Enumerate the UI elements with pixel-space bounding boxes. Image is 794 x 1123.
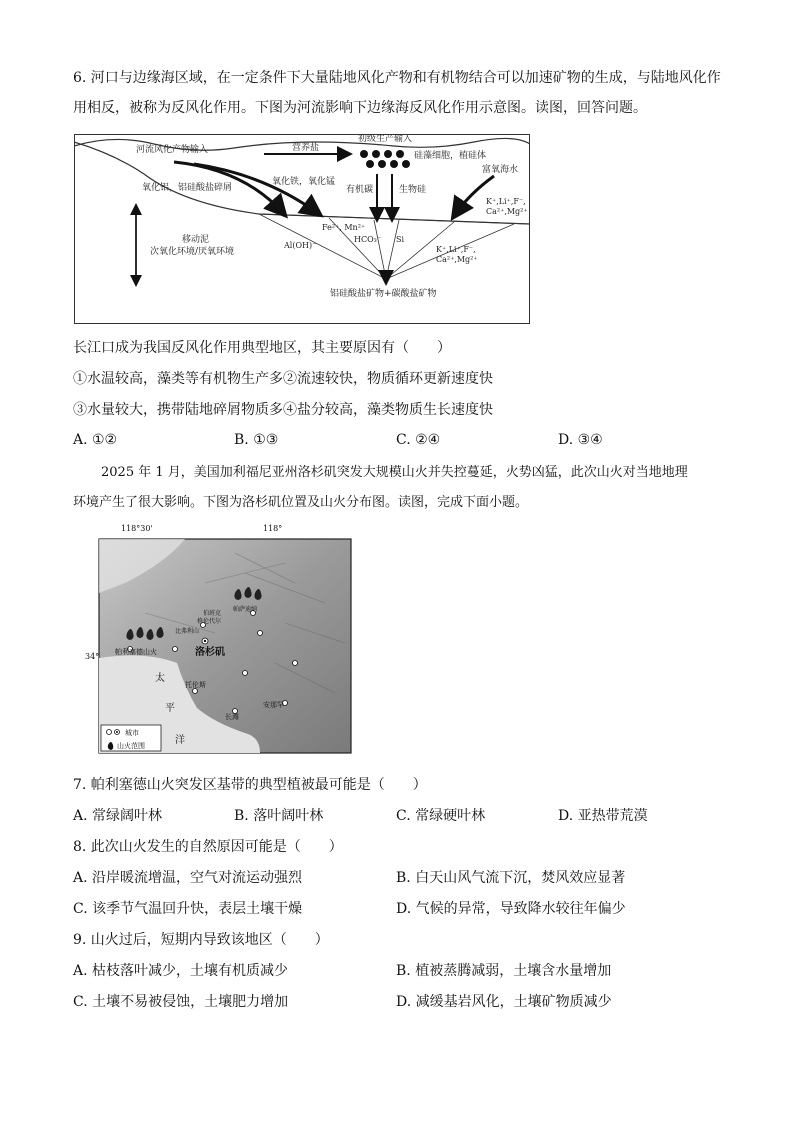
anti-weathering-diagram (74, 134, 530, 324)
map-lon1: 118°30' (121, 524, 153, 533)
legend-city: 城市 (125, 729, 139, 737)
q9-stem: 9. 山火过后，短期内导致该地区（ ） (73, 932, 329, 948)
q9-option-d[interactable]: D. 减缓基岩风化，土壤矿物质减少 (396, 994, 612, 1010)
legend-fire: 山火范围 (117, 742, 145, 750)
los-angeles-fire-map (85, 523, 355, 755)
map-torrance: 托伦斯 (185, 681, 206, 689)
q6-stem: 长江口成为我国反风化作用典型地区，其主要原因有（ ） (73, 340, 451, 356)
label-hco3: HCO₃⁻ (354, 235, 382, 244)
q7-option-c[interactable]: C. 常绿硬叶林 (396, 808, 486, 824)
q9-option-c[interactable]: C. 土壤不易被侵蚀，土壤肥力增加 (73, 994, 289, 1010)
map-long-beach: 长滩 (225, 713, 239, 721)
label-suboxic: 次氧化环境/厌氧环境 (150, 247, 235, 257)
q8-option-a[interactable]: A. 沿岸暖流增温，空气对流运动强烈 (73, 870, 303, 886)
q8-option-b[interactable]: B. 白天山风气流下沉，焚风效应显著 (396, 870, 626, 886)
map-ocean3: 洋 (175, 735, 185, 746)
label-ions-bottom2: Ca²⁺,Mg²⁺ (436, 255, 478, 264)
map-pasadena: 帕萨迪纳 (233, 606, 258, 613)
map-burbank: 伯班克 (203, 610, 222, 617)
map-lat: 34° (85, 652, 100, 661)
q6-statement-2: ③水量较大，携带陆地碎屑物质多④盐分较高，藻类物质生长速度快 (73, 402, 493, 418)
q7-stem: 7. 帕利塞德山火突发区基带的典型植被最可能是（ ） (73, 777, 427, 793)
label-primary-production: 初级生产输入 (358, 134, 413, 144)
map-palisades: 帕利塞德山火 (115, 648, 157, 656)
label-seawater: 富氧海水 (482, 165, 519, 175)
label-river-input: 河流风化产物输入 (136, 145, 209, 155)
q7-option-a[interactable]: A. 常绿阔叶林 (73, 808, 163, 824)
label-aloh: Al(OH)⁻ (284, 241, 317, 250)
label-organic-carbon: 有机碳 (346, 185, 374, 195)
map-glendale: 格伦代尔 (197, 618, 222, 625)
q9-option-b[interactable]: B. 植被蒸腾减弱，土壤含水量增加 (396, 963, 612, 979)
q7-option-d[interactable]: D. 亚热带荒漠 (558, 808, 648, 824)
q8-option-c[interactable]: C. 该季节气温回升快，表层土壤干燥 (73, 901, 303, 917)
q6-text-line2: 用相反，被称为反风化作用。下图为河流影响下边缘海反风化作用示意图。读图，回答问题。 (73, 100, 647, 116)
q8-option-d[interactable]: D. 气候的异常，导致降水较往年偏少 (396, 901, 626, 917)
label-biosilica: 生物硅 (399, 185, 427, 195)
map-beverly: 比弗利山 (175, 628, 200, 635)
map-ocean2: 平 (165, 703, 175, 714)
map-ocean1: 太 (155, 673, 165, 684)
q6-text-line1: 6. 河口与边缘海区域，在一定条件下大量陆地风化产物和有机物结合可以加速矿物的生成，与陆地风化作 (73, 70, 721, 86)
label-alumina: 氧化铝，铝硅酸盐碎屑 (142, 183, 233, 193)
q6-option-a[interactable]: A. ①② (73, 432, 118, 448)
q6-option-b[interactable]: B. ①③ (234, 432, 279, 448)
label-nutrients: 营养盐 (292, 143, 320, 153)
q7-option-b[interactable]: B. 落叶阔叶林 (234, 808, 324, 824)
label-si: Si (396, 235, 405, 244)
label-minerals: 铝硅酸盐矿物+碳酸盐矿物 (330, 289, 437, 299)
label-ions-top2: Ca²⁺,Mg²⁺ (486, 207, 528, 216)
intro2-line1: 2025 年 1 月，美国加利福尼亚州洛杉矶突发大规模山火并失控蔓延，火势凶猛，此次山火对当地地理 (101, 465, 688, 480)
intro2-line2: 环境产生了很大影响。下图为洛杉矶位置及山火分布图。读图，完成下面小题。 (73, 495, 529, 510)
q6-statement-1: ①水温较高，藻类等有机物生产多②流速较快，物质循环更新速度快 (73, 371, 493, 387)
label-fe-mn: Fe²⁺, Mn²⁺ (322, 223, 366, 232)
map-los-angeles: 洛杉矶 (195, 647, 225, 658)
label-diatoms: 硅藻细胞，植硅体 (414, 151, 487, 161)
label-ions-top: K⁺,Li⁺,F⁻, (486, 197, 526, 206)
label-iron-manganese: 氧化铁，氧化锰 (272, 177, 336, 187)
q9-option-a[interactable]: A. 枯枝落叶减少，土壤有机质减少 (73, 963, 289, 979)
q6-option-c[interactable]: C. ②④ (396, 432, 441, 448)
label-ions-bottom: K⁺,Li⁺,F⁻, (436, 245, 476, 254)
map-lon2: 118° (263, 524, 283, 533)
q8-stem: 8. 此次山火发生的自然原因可能是（ ） (73, 839, 343, 855)
label-mobile-mud: 移动泥 (182, 235, 210, 245)
q6-option-d[interactable]: D. ③④ (558, 432, 603, 448)
map-anaheim: 安那罕 (263, 701, 284, 709)
